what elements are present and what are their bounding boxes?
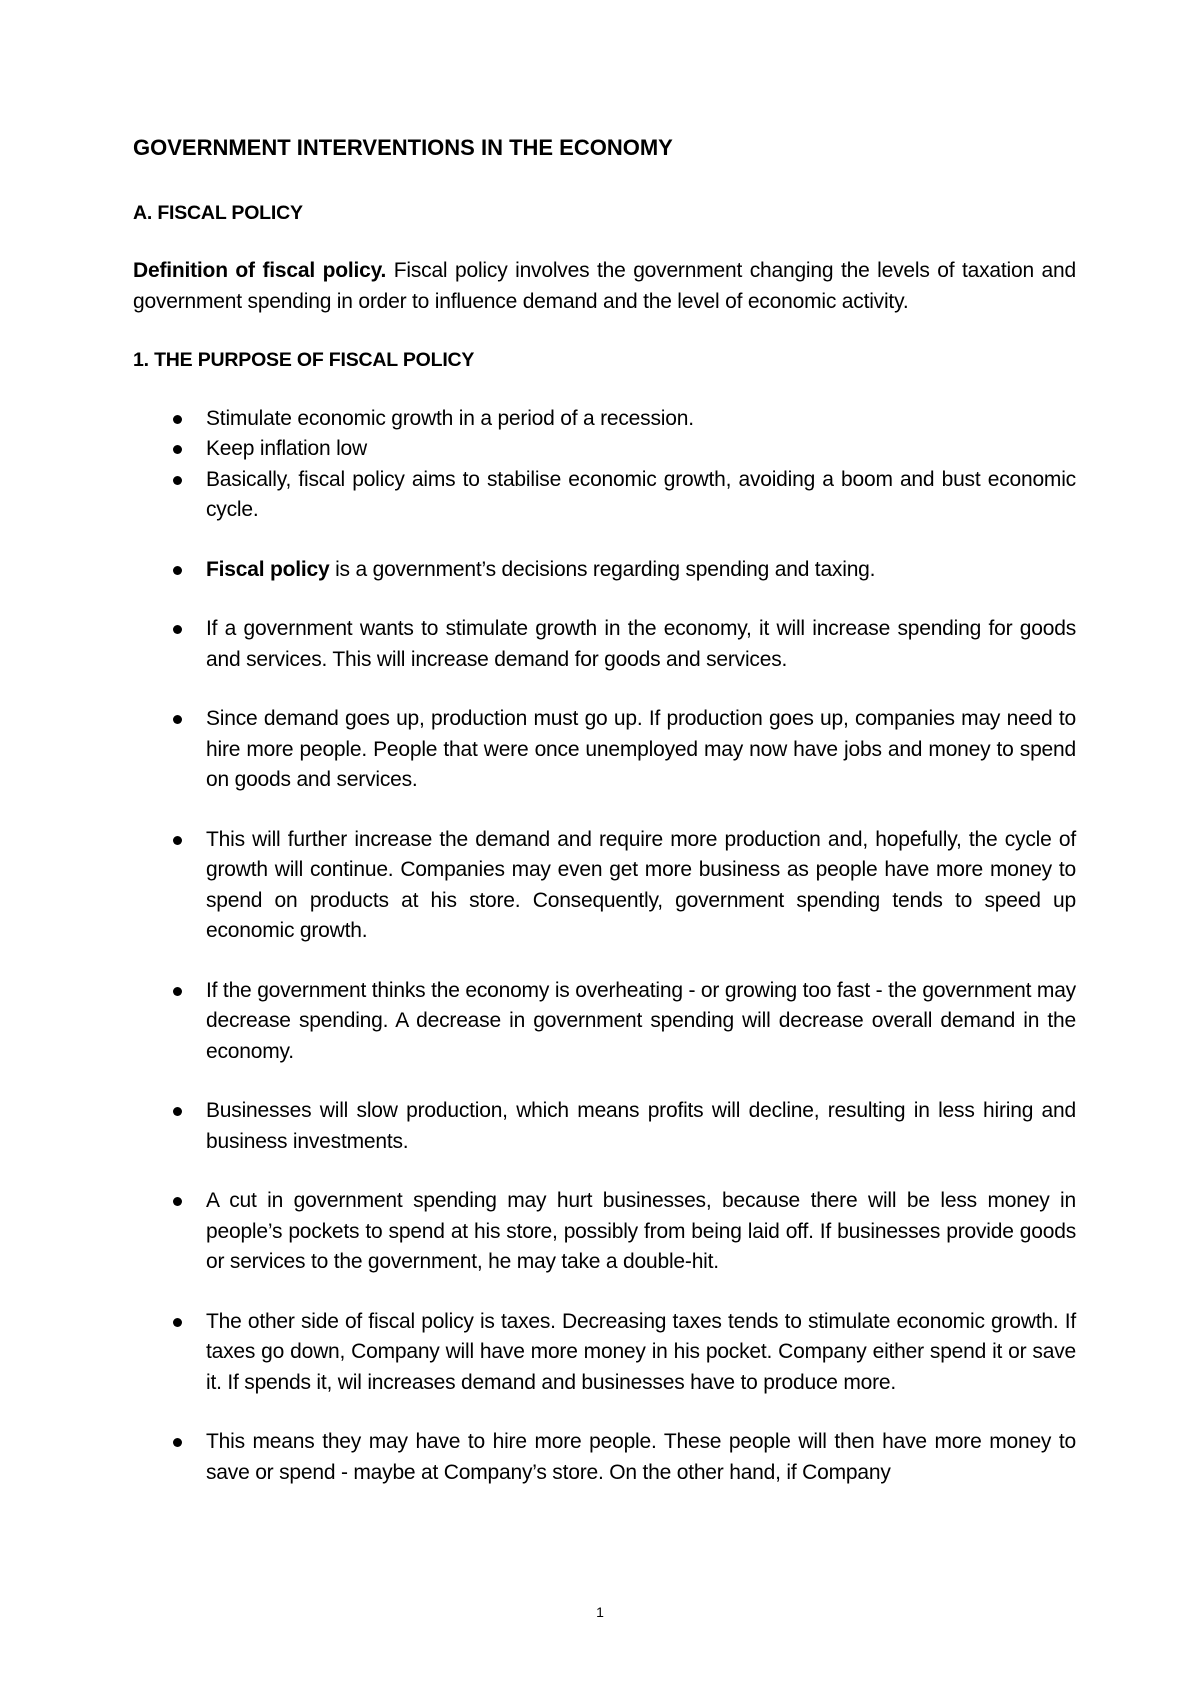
bullet-icon xyxy=(173,566,182,575)
list-item: If a government wants to stimulate growth in the economy, it will increase spending for goods and services. This will increase demand for goods and services. xyxy=(133,614,1076,675)
list-item: If the government thinks the economy is overheating - or growing too fast - the government may decrease spending. A decrease in government spending will decrease overall demand in the economy. xyxy=(133,976,1076,1068)
document-body xyxy=(133,133,1076,1488)
list-item: Keep inflation low xyxy=(133,434,1076,465)
bullet-icon xyxy=(173,415,182,424)
list-item: Fiscal policy is a government’s decisions regarding spending and taxing. xyxy=(133,555,1076,586)
bullet-icon xyxy=(173,836,182,845)
bullet-icon xyxy=(173,476,182,485)
bullet-icon xyxy=(173,1107,182,1116)
bullet-icon xyxy=(173,1318,182,1327)
bullet-icon xyxy=(173,625,182,634)
list-item: Since demand goes up, production must go up. If production goes up, companies may need to hire more people. People that were once unemployed may now have jobs and money to spend on goods and services. xyxy=(133,704,1076,796)
list-item: A cut in government spending may hurt businesses, because there will be less money in people’s pockets to spend at his store, possibly from being laid off. If businesses provide goods or services to the government, he may take a double-hit. xyxy=(133,1186,1076,1278)
definition-paragraph xyxy=(133,256,1076,317)
section-heading-fiscal-policy: A. FISCAL POLICY xyxy=(133,201,303,224)
purpose-bullet-list xyxy=(133,404,1076,1489)
document-title: GOVERNMENT INTERVENTIONS IN THE ECONOMY xyxy=(133,135,673,160)
bullet-icon xyxy=(173,987,182,996)
bullet-icon xyxy=(173,445,182,454)
list-item: Businesses will slow production, which means profits will decline, resulting in less hiring and business investments. xyxy=(133,1096,1076,1157)
list-item: The other side of fiscal policy is taxes. Decreasing taxes tends to stimulate economic growth. If taxes go down, Company will have more money in his pocket. Company either spend it or save it. If spends it, wil increases demand and businesses have to produce more. xyxy=(133,1307,1076,1399)
definition-text: Fiscal policy involves the government changing the levels of taxation and government spending in order to influence demand and the level of economic activity. xyxy=(133,259,1076,313)
list-item: Stimulate economic growth in a period of a recession. xyxy=(133,404,1076,435)
bullet-icon xyxy=(173,1197,182,1206)
page-number: 1 xyxy=(596,1604,604,1620)
definition-label: Definition of fiscal policy. xyxy=(133,259,387,282)
fiscal-policy-term: Fiscal policy xyxy=(206,557,330,581)
list-item: Basically, fiscal policy aims to stabilise economic growth, avoiding a boom and bust economic cycle. xyxy=(133,465,1076,526)
list-item: This will further increase the demand and require more production and, hopefully, the cycle of growth will continue. Companies may even get more business as people have more money to spend on products at his store. Consequently, government spending tends to speed up economic growth. xyxy=(133,825,1076,947)
bullet-icon xyxy=(173,715,182,724)
section-heading-purpose: 1. THE PURPOSE OF FISCAL POLICY xyxy=(133,349,475,371)
list-item: This means they may have to hire more people. These people will then have more money to save or spend - maybe at Company’s store. On the other hand, if Company xyxy=(133,1427,1076,1488)
bullet-icon xyxy=(173,1438,182,1447)
